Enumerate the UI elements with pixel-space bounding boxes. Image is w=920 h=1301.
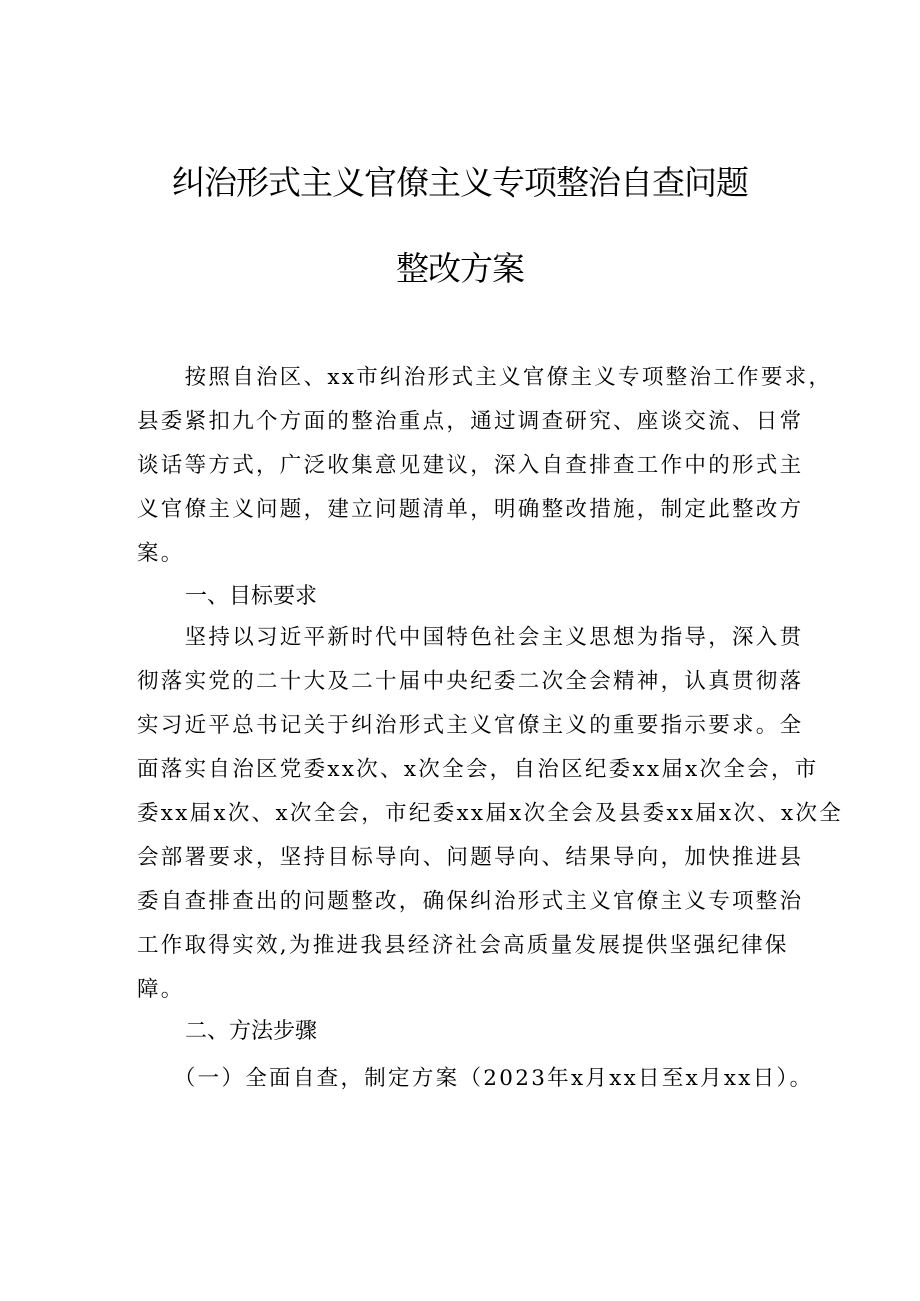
paragraph-line: 会部署要求，坚持目标导向、问题导向、结果导向，加快推进县 <box>137 845 804 870</box>
intro-paragraph <box>137 356 833 576</box>
paragraph-line: 案。 <box>137 541 185 566</box>
goals-paragraph <box>137 616 844 1012</box>
paragraph-line: 彻落实党的二十大及二十届中央纪委二次全会精神，认真贯彻落 <box>137 669 804 694</box>
paragraph-line: 实习近平总书记关于纠治形式主义官僚主义的重要指示要求。全 <box>137 713 804 738</box>
document-title-line-1: 纠治形式主义官僚主义专项整治自查问题 <box>172 163 748 202</box>
paragraph-line: 委xx届x次、x次全会，市纪委xx届x次全会及县委xx届x次、x次全 <box>137 801 844 826</box>
paragraph-line: （一）全面自查，制定方案（2023年x月xx日至x月xx日）。 <box>137 1066 814 1091</box>
paragraph-line: 县委紧扣九个方面的整治重点，通过调查研究、座谈交流、日常 <box>137 409 804 434</box>
paragraph-line: 面落实自治区党委xx次、x次全会，自治区纪委xx届x次全会，市 <box>137 757 819 782</box>
document-title-line-2: 整改方案 <box>396 249 524 288</box>
section-heading-methods: 二、方法步骤 <box>185 1019 318 1044</box>
section-heading-goals: 一、目标要求 <box>185 584 318 609</box>
paragraph-line: 工作取得实效,为推进我县经济社会高质量发展提供坚强纪律保 <box>137 933 789 958</box>
paragraph-line: 谈话等方式，广泛收集意见建议，深入自查排查工作中的形式主 <box>137 453 804 478</box>
paragraph-line: 委自查排查出的问题整改，确保纠治形式主义官僚主义专项整治 <box>137 889 804 914</box>
paragraph-line: 按照自治区、xx市纠治形式主义官僚主义专项整治工作要求， <box>137 365 833 390</box>
paragraph-line: 障。 <box>137 977 185 1002</box>
paragraph-line: 义官僚主义问题，建立问题清单，明确整改措施，制定此整改方 <box>137 497 804 522</box>
paragraph-line: 坚持以习近平新时代中国特色社会主义思想为指导，深入贯 <box>137 625 804 650</box>
methods-paragraph <box>137 1057 814 1101</box>
